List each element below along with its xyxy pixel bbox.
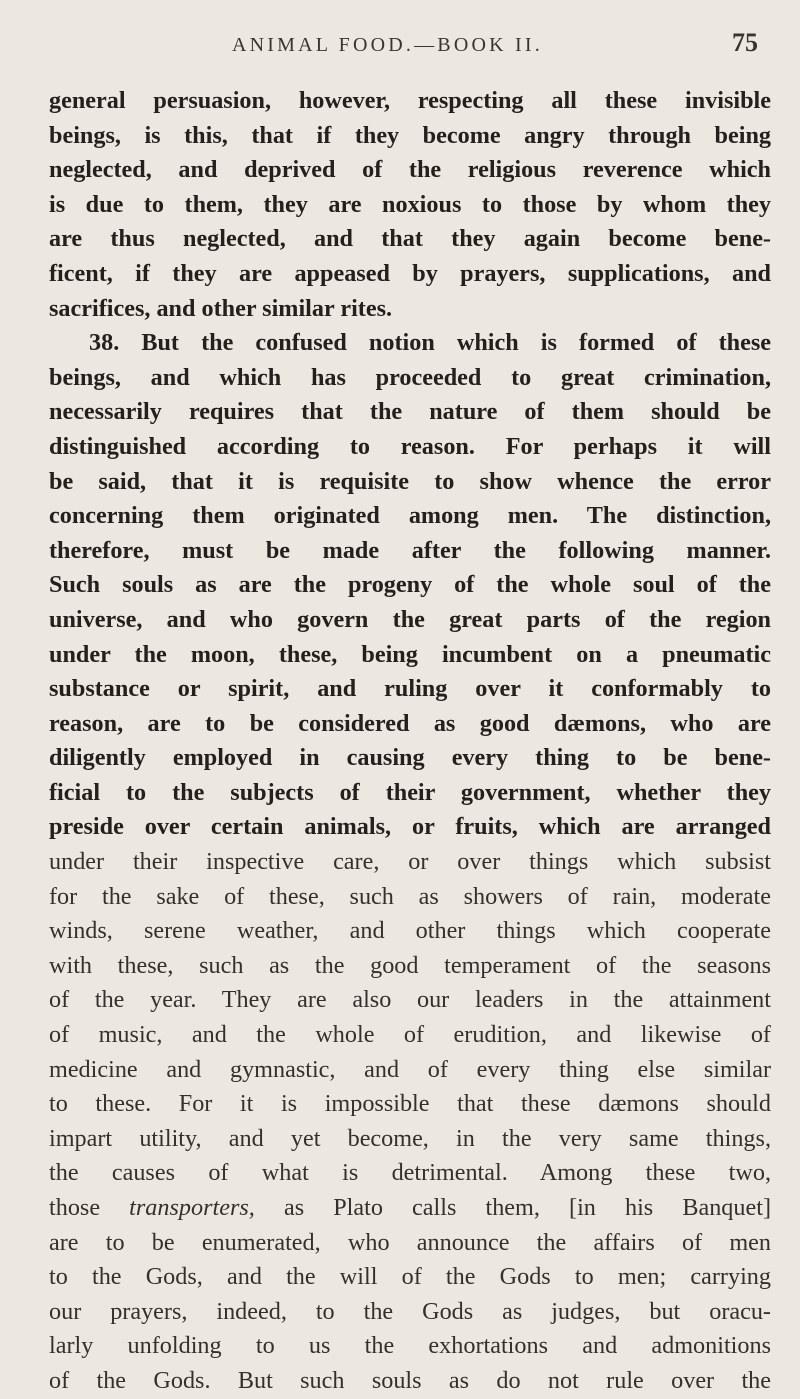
text-line: with these, such as the good temperament of the seasons [49, 951, 771, 979]
page-header [0, 26, 800, 66]
running-head: ANIMAL FOOD.—BOOK II. [232, 34, 543, 56]
text-line: general persuasion, however, respecting all these invisible [49, 87, 771, 114]
text-line: Such souls as are the progeny of the whole soul of the [49, 571, 771, 599]
text-line: distinguished according to reason. For perhaps it will [49, 432, 771, 460]
text-segment: those [49, 1194, 130, 1221]
text-line: substance or spirit, and ruling over it conformably to [49, 675, 771, 703]
text-line: sacrifices, and other similar rites. [49, 294, 393, 322]
text-line: are thus neglected, and that they again become bene- [49, 225, 771, 253]
text-line: concerning them originated among men. The distinction, [49, 502, 771, 530]
paragraph-start-line: 38. But the confused notion which is formed of these [89, 329, 771, 357]
text-line: be said, that it is requisite to show whence the error [49, 467, 771, 495]
text-line: beings, and which has proceeded to great crimination, [49, 363, 771, 391]
text-line-with-italic [49, 1191, 771, 1226]
text-line: the causes of what is detrimental. Among these two, [49, 1159, 771, 1187]
text-line: medicine and gymnastic, and of every thing else similar [49, 1055, 771, 1083]
text-line: impart utility, and yet become, in the very same things, [49, 1124, 771, 1152]
text-line: for the sake of these, such as showers of rain, moderate [49, 882, 771, 910]
text-line: are to be enumerated, who announce the affairs of men [49, 1228, 771, 1256]
text-line: to these. For it is impossible that these dæmons should [49, 1090, 771, 1118]
text-line: under their inspective care, or over things which subsist [49, 848, 771, 876]
text-line: universe, and who govern the great parts of the region [49, 605, 771, 633]
italic-term: transporters, [129, 1194, 255, 1221]
text-line: of the Gods. But such souls as do not rule over the [49, 1366, 771, 1394]
text-line: preside over certain animals, or fruits, which are arranged [49, 813, 771, 841]
text-line: to the Gods, and the will of the Gods to men; carrying [49, 1263, 771, 1291]
text-line: reason, are to be considered as good dæmons, who are [49, 709, 771, 737]
text-line: ficial to the subjects of their government, whether they [49, 778, 771, 806]
body-text [49, 84, 771, 1399]
text-line: is due to them, they are noxious to those by whom they [49, 190, 771, 218]
page-number: 75 [732, 28, 758, 57]
text-line: winds, serene weather, and other things which cooperate [49, 917, 771, 945]
text-line: diligently employed in causing every thing to be bene- [49, 744, 771, 772]
text-line: of the year. They are also our leaders in the attainment [49, 986, 771, 1014]
text-line: therefore, must be made after the following manner. [49, 536, 771, 564]
text-segment: as Plato calls them, [in his Banquet] [254, 1194, 771, 1221]
text-line: beings, is this, that if they become angry through being [49, 121, 771, 149]
text-line: neglected, and deprived of the religious reverence which [49, 156, 771, 184]
text-line: under the moon, these, being incumbent on a pneumatic [49, 640, 771, 668]
text-line: our prayers, indeed, to the Gods as judges, but oracu- [49, 1297, 771, 1325]
text-line: ficent, if they are appeased by prayers, supplications, and [49, 259, 771, 287]
text-line: of music, and the whole of erudition, and likewise of [49, 1021, 771, 1049]
text-line: necessarily requires that the nature of them should be [49, 398, 771, 426]
text-line: larly unfolding to us the exhortations and admonitions [49, 1332, 771, 1360]
